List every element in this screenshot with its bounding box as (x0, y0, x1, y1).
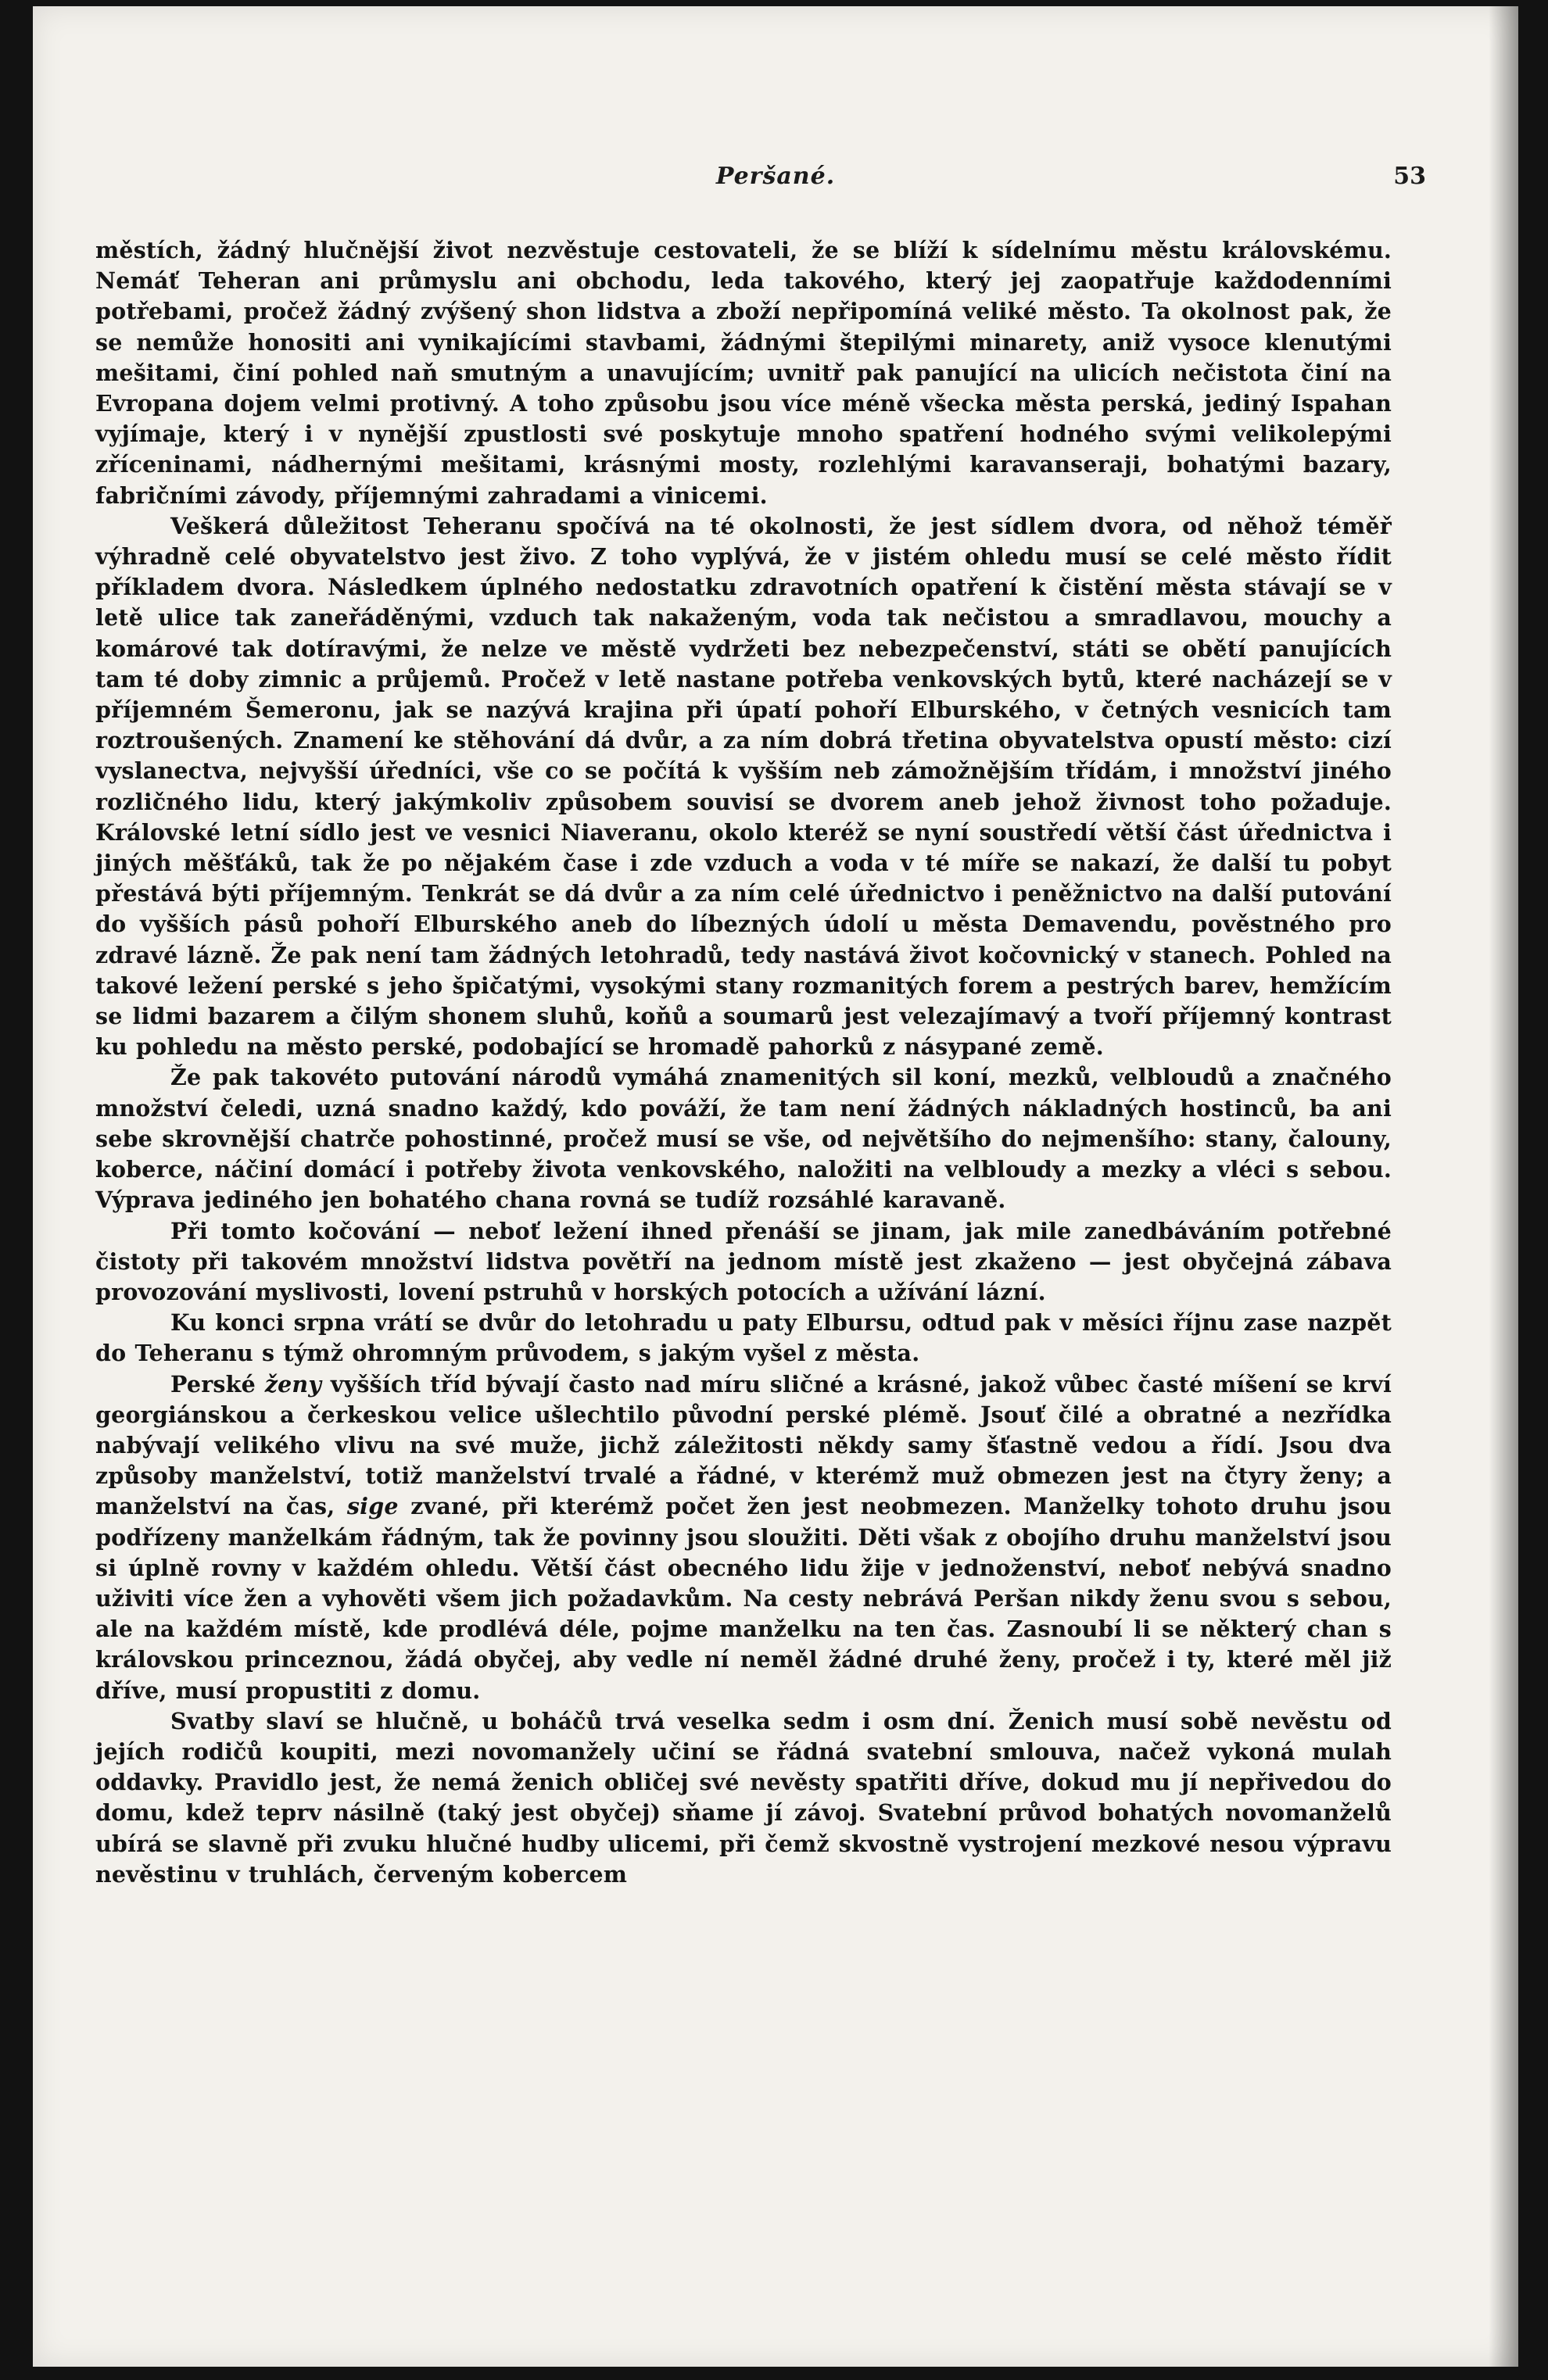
paragraph: městích, žádný hlučnější život nezvěstuje cestovateli, že se blíží k sídelnímu městu královskému. Nemáť Teheran ani průmyslu ani obchodu, leda takového, který jej zaopatřuje každodenními potřebami, pročež žádný zvýšený shon lidstva a zboží nepřipomíná veliké město. Ta okolnost pak, že se nemůže honositi ani vynikajícími stavbami, žádnými štepilými minarety, aniž vysoce klenutými mešitami, činí pohled naň smutným a unavujícím; uvnitř pak panující na ulicích nečistota činí na Evropana dojem velmi protivný. A toho způsobu jsou více méně všecka města perská, jediný Ispahan vyjímaje, který i v nynější zpustlosti své poskytuje mnoho spatření hodného svými velikolepými zříceninami, nádhernými mešitami, krásnými mosty, rozlehlými karavanseraji, bohatými bazary, fabričními závody, příjemnými zahradami a vinicemi. (95, 237, 1392, 509)
body-text (95, 235, 1392, 1890)
book-page (33, 6, 1518, 2367)
page-number: 53 (1393, 163, 1426, 190)
paragraph: Veškerá důležitost Teheranu spočívá na té okolnosti, že jest sídlem dvora, od něhož téměř výhradně celé obyvatelstvo jest živo. Z toho vyplývá, že v jistém ohledu musí se celé město řídit příkladem dvora. Následkem úplného nedostatku zdravotních opatření k čistění města stávají se v letě ulice tak zaneřáděnými, vzduch tak nakaženým, voda tak nečistou a smradlavou, mouchy a komárové tak dotíravými, že nelze ve městě vydržeti bez nebezpečenství, státi se obětí panujících tam té doby zimnic a průjemů. Pročež v letě nastane potřeba venkovských bytů, které nacházejí se v příjemném Šemeronu, jak se nazývá krajina při úpatí pohoří Elburského, v četných vesnicích tam roztroušených. Znamení ke stěhování dá dvůr, a za ním dobrá třetina obyvatelstva opustí město: cizí vyslanectva, nejvyšší úředníci, vše co se počítá k vyšším neb zámožnějším třídám, i množství jiného rozličného lidu, který jakýmkoliv způsobem souvisí se dvorem aneb jehož živnost toho požaduje. Královské letní sídlo jest ve vesnici Niaveranu, okolo kteréž se nyní soustředí větší část úřednictva i jiných měšťáků, tak že po nějakém čase i zde vzduch a voda v té míře se nakazí, že další tu pobyt přestává býti příjemným. Tenkrát se dá dvůr a za ním celé úřednictvo i peněžnictvo na další putování do vyšších pásů pohoří Elburského aneb do líbezných údolí u města Demavendu, pověstného pro zdravé lázně. Že pak není tam žádných letohradů, tedy nastává život kočovnický v stanech. Pohled na takové ležení perské s jeho špičatými, vysokými stany rozmanitých forem a pestrých barev, hemžícím se lidmi bazarem a čilým shonem sluhů, koňů a soumarů jest velezajímavý a tvoří příjemný kontrast ku pohledu na město perské, podobající se hromadě pahorků z násypané země. (95, 512, 1392, 1061)
emphasized-word: sige (346, 1493, 399, 1520)
paragraph: Ku konci srpna vrátí se dvůr do letohradu u paty Elbursu, odtud pak v měsíci říjnu zase nazpět do Teheranu s týmž ohromným průvodem, s jakým vyšel z města. (95, 1309, 1392, 1367)
running-title: Peršané. (715, 163, 836, 190)
paragraph-text: vyšších tříd bývají často nad míru sličné a krásné, jakož vůbec časté míšení se krví georgiánskou a čerkeskou velice ušlechtilo původní perské plémě. Jsouť čilé a obratné a nezřídka nabývají velikého vlivu na své muže, jichž záležitosti někdy samy šťastně vedou a řídí. Jsou dva způsoby manželství, totiž manželství trvalé a řádné, v kterémž muž obmezen jest na čtyry ženy; a manželství na čas, (95, 1370, 1392, 1520)
paragraph: Svatby slaví se hlučně, u boháčů trvá veselka sedm i osm dní. Ženich musí sobě nevěstu od jejích rodičů koupiti, mezi novomanžely učiní se řádná svatební smlouva, načež vykoná mulah oddavky. Pravidlo jest, že nemá ženich obličej své nevěsty spatřiti dříve, dokud mu jí nepřivedou do domu, kdež teprv násilně (taký jest obyčej) sňame jí závoj. Svatební průvod bohatých novomanželů ubírá se slavně při zvuku hlučné hudby ulicemi, při čemž skvostně vystrojení mezkové nesou výpravu nevěstinu v truhlách, červeným kobercem (95, 1707, 1392, 1888)
paragraph (95, 1369, 1392, 1706)
page-header (33, 163, 1518, 194)
emphasized-word: ženy (264, 1370, 322, 1398)
page-edge-shadow (1489, 6, 1518, 2367)
paragraph: Při tomto kočování — neboť ležení ihned přenáší se jinam, jak mile zanedbáváním potřebné čistoty při takovém množství lidstva povětří na jednom místě jest zkaženo — jest obyčejná zábava provozování myslivosti, lovení pstruhů v horských potocích a užívání lázní. (95, 1217, 1392, 1305)
paragraph-text: zvané, při kterémž počet žen jest neobmezen. Manželky tohoto druhu jsou podřízeny manželkám řádným, tak že povinny jsou sloužiti. Děti však z obojího druhu manželství jsou si úplně rovny v každém ohledu. Větší část obecného lidu žije v jednoženství, neboť nebývá snadno uživiti více žen a vyhověti všem jich požadavkům. Na cesty nebrává Peršan nikdy ženu svou s sebou, ale na každém místě, kde prodlévá déle, pojme manželku na ten čas. Zasnoubí li se některý chan s královskou princeznou, žádá obyčej, aby vedle ní neměl žádné druhé ženy, pročež i ty, které měl již dříve, musí propustiti z domu. (95, 1493, 1392, 1704)
paragraph-text: Perské (170, 1370, 265, 1398)
paragraph: Že pak takovéto putování národů vymáhá znamenitých sil koní, mezků, velbloudů a značného množství čeledi, uzná snadno každý, kdo pováží, že tam není žádných nákladných hostinců, ba ani sebe skrovnější chatrče pohostinné, pročež musí se vše, od největšího do nejmenšího: stany, čalouny, koberce, náčiní domácí i potřeby života venkovského, naložiti na velbloudy a mezky a vléci s sebou. Výprava jediného jen bohatého chana rovná se tudíž rozsáhlé karavaně. (95, 1064, 1392, 1214)
